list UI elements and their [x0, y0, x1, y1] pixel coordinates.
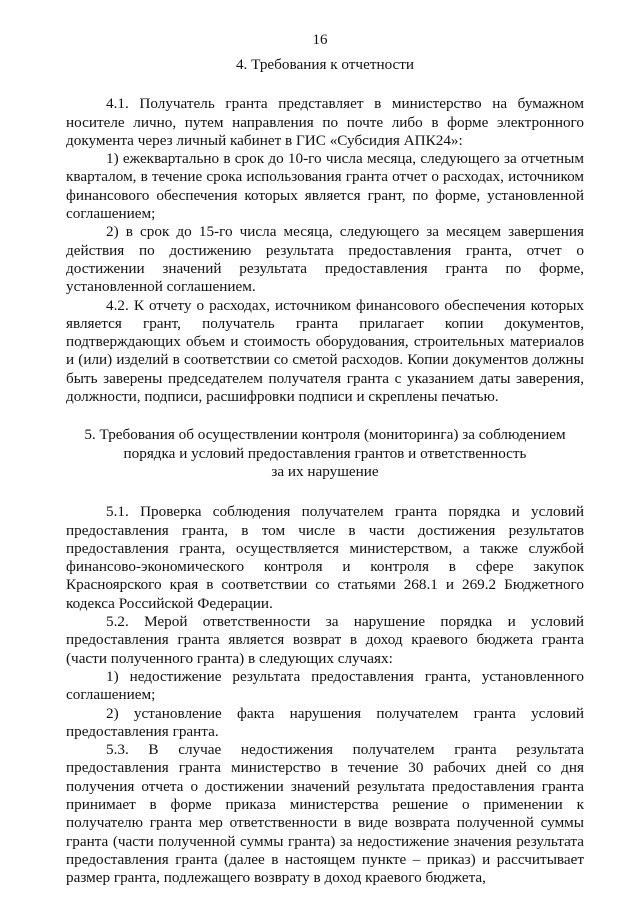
page-number: 16	[312, 32, 328, 48]
paragraph-4-1-item-2: 2) в срок до 15-го числа месяца, следующего за месяцем завершения действия по достижению результата предоставления гранта, отчет о достижении значений результата предоставления гранта по форме, установленной соглашением.	[66, 223, 584, 296]
section-4-title: 4. Требования к отчетности	[235, 56, 415, 73]
paragraph-5-1: 5.1. Проверка соблюдения получателем гранта порядка и условий предоставления гранта, в том числе в части достижения результатов предоставления гранта, осуществляется министерством, а также службой финансово-экономического контроля и контроля в сфере закупок Красноярского края в соответствии со статьями 268.1 и 269.2 Бюджетного кодекса Российской Федерации.	[66, 503, 584, 612]
section-5-title-line-1: 5. Требования об осуществлении контроля (мониторинга) за соблюдением	[84, 426, 566, 444]
section-5-title	[66, 426, 584, 481]
paragraph-5-2-item-1: 1) недостижение результата предоставления гранта, установленного соглашением;	[66, 667, 584, 704]
paragraph-5-2-item-2: 2) установление факта нарушения получателем гранта условий предоставления гранта.	[66, 704, 584, 740]
section-5-title-line-2: порядка и условий предоставления грантов и ответственность	[123, 444, 527, 462]
paragraph-4-1: 4.1. Получатель гранта представляет в министерство на бумажном носителе лично, путем направления по почте либо в форме электронного документа через личный кабинет в ГИС «Субсидия АПК24»:	[66, 95, 584, 149]
section-5-title-line-3: за их нарушение	[271, 462, 379, 480]
paragraph-4-2: 4.2. К отчету о расходах, источником финансового обеспечения которых является грант, получатель гранта прилагает копии документов, подтверждающих объем и стоимость оборудования, строительных материалов и (или) изделий в соответствии со сметой расходов. Копии документов должны быть заверены председателем получателя гранта с указанием даты заверения, должности, подписи, расшифровки подписи и скреплены печатью.	[66, 296, 584, 406]
section-5-body	[66, 503, 584, 887]
document-body	[66, 56, 584, 887]
paragraph-5-3: 5.3. В случае недостижения получателем гранта результата предоставления гранта министерство в течение 30 рабочих дней со дня получения отчета о достижении значений результата предоставления гранта принимает в форме приказа министерства решение о применении к получателю гранта мер ответственности в виде возврата полученной суммы гранта (части полученной суммы гранта) за недостижение значения результата предоставления гранта (далее в настоящем пункте – приказ) и рассчитывает размер гранта, подлежащего возврату в доход краевого бюджета,	[66, 741, 584, 887]
paragraph-5-2: 5.2. Мерой ответственности за нарушение порядка и условий предоставления гранта является возврат в доход краевого бюджета гранта (части полученного гранта) в следующих случаях:	[66, 613, 584, 667]
paragraph-4-1-item-1: 1) ежеквартально в срок до 10-го числа месяца, следующего за отчетным кварталом, в течение срока использования гранта отчет о расходах, источником финансового обеспечения которых является грант, по форме, установленной соглашением;	[66, 150, 584, 223]
section-4-body	[66, 95, 584, 406]
